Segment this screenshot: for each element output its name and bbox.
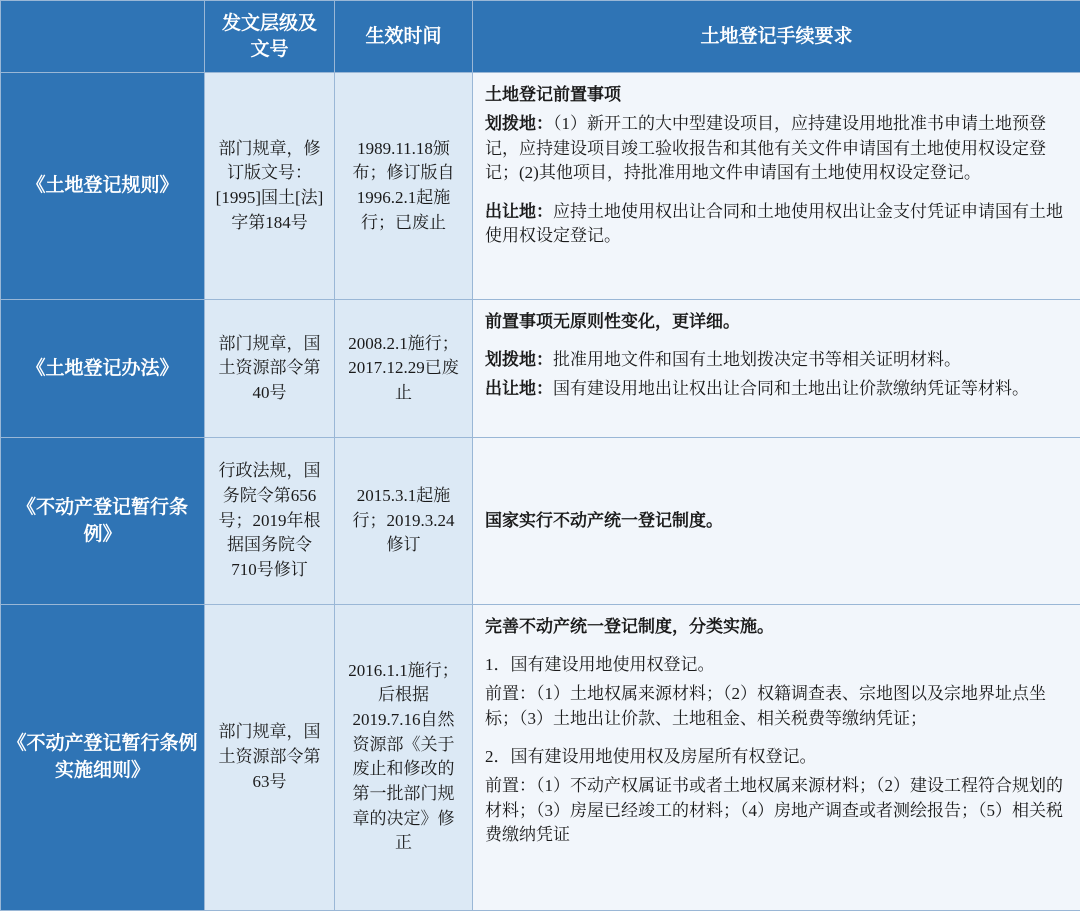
req-item-2-title: 2．国有建设用地使用权及房屋所有权登记。	[485, 747, 817, 767]
regulation-date: 1989.11.18颁布；修订版自1996.2.1起施行；已废止	[335, 73, 473, 299]
header-cell-blank	[1, 1, 205, 73]
req-title: 土地登记前置事项	[485, 85, 621, 105]
regulation-requirements	[473, 438, 1080, 604]
req-title: 国家实行不动产统一登记制度。	[485, 510, 723, 530]
table-row	[1, 438, 1080, 604]
req-title: 前置事项无原则性变化，更详细。	[485, 311, 740, 331]
table-row	[1, 604, 1080, 910]
table-row	[1, 299, 1080, 438]
req-label-granted: 出让地：	[485, 378, 553, 398]
regulation-name: 《土地登记规则》	[1, 73, 205, 299]
req-item-1-body	[485, 682, 1068, 731]
regulation-date: 2008.2.1施行；2017.12.29已废止	[335, 299, 473, 438]
req-paragraph-2	[485, 200, 1068, 249]
regulation-level: 部门规章，修订版文号：[1995]国土[法]字第184号	[205, 73, 335, 299]
req-paragraph-2	[485, 377, 1068, 402]
regulation-level: 部门规章，国土资源部令第63号	[205, 604, 335, 910]
req-item-2-label: 前置：	[485, 775, 536, 795]
regulation-requirements	[473, 604, 1080, 910]
req-item-2-body	[485, 774, 1068, 848]
header-cell-requirements: 土地登记手续要求	[473, 1, 1080, 73]
req-text-granted: 国有建设用地出让权出让合同和土地出让价款缴纳凭证等材料。	[553, 378, 1029, 398]
regulation-level: 部门规章，国土资源部令第40号	[205, 299, 335, 438]
regulation-date: 2015.3.1起施行；2019.3.24修订	[335, 438, 473, 604]
req-item-2-text: （1）不动产权属证书或者土地权属来源材料；（2）建设工程符合规划的材料；（3）房屋已经竣工的材料；（4）房地产调查或者测绘报告；（5）相关税费缴纳凭证	[485, 775, 1063, 845]
table-header-row	[1, 1, 1080, 73]
regulation-requirements	[473, 73, 1080, 299]
req-item-1-label: 前置：	[485, 684, 536, 703]
regulation-requirements	[473, 299, 1080, 438]
header-cell-level: 发文层级及文号	[205, 1, 335, 73]
table-row	[1, 73, 1080, 299]
regulation-name: 《不动产登记暂行条例》	[1, 438, 205, 604]
req-item-1-title: 1．国有建设用地使用权登记。	[485, 655, 715, 675]
regulation-name: 《土地登记办法》	[1, 299, 205, 438]
regulation-date: 2016.1.1施行；后根据2019.7.16自然资源部《关于废止和修改的第一批部门规章的决定》修正	[335, 604, 473, 910]
req-text-allocated: 批准用地文件和国有土地划拨决定书等相关证明材料。	[553, 350, 961, 370]
req-title: 完善不动产统一登记制度，分类实施。	[485, 616, 774, 636]
req-label-allocated: 划拨地：	[485, 113, 553, 133]
req-text-granted: 应持土地使用权出让合同和土地使用权出让金支付凭证申请国有土地使用权设定登记。	[485, 201, 1063, 246]
req-label-granted: 出让地：	[485, 201, 553, 221]
regulation-name: 《不动产登记暂行条例实施细则》	[1, 604, 205, 910]
req-item-1-text: （1）土地权属来源材料；（2）权籍调查表、宗地图以及宗地界址点坐标；（3）土地出让价款、土地租金、相关税费等缴纳凭证；	[485, 684, 1046, 728]
req-paragraph-1	[485, 112, 1068, 186]
regulation-level: 行政法规，国务院令第656号；2019年根据国务院令710号修订	[205, 438, 335, 604]
req-paragraph-1	[485, 348, 1068, 373]
header-cell-date: 生效时间	[335, 1, 473, 73]
req-text-allocated: （1）新开工的大中型建设项目，应持建设用地批准书申请土地预登记，应持建设项目竣工验收报告和其他有关文件申请国有土地使用权设定登记；(2)其他项目，持批准用地文件申请国有土地使用权设定登记。	[485, 113, 1046, 183]
req-label-allocated: 划拨地：	[485, 350, 553, 370]
